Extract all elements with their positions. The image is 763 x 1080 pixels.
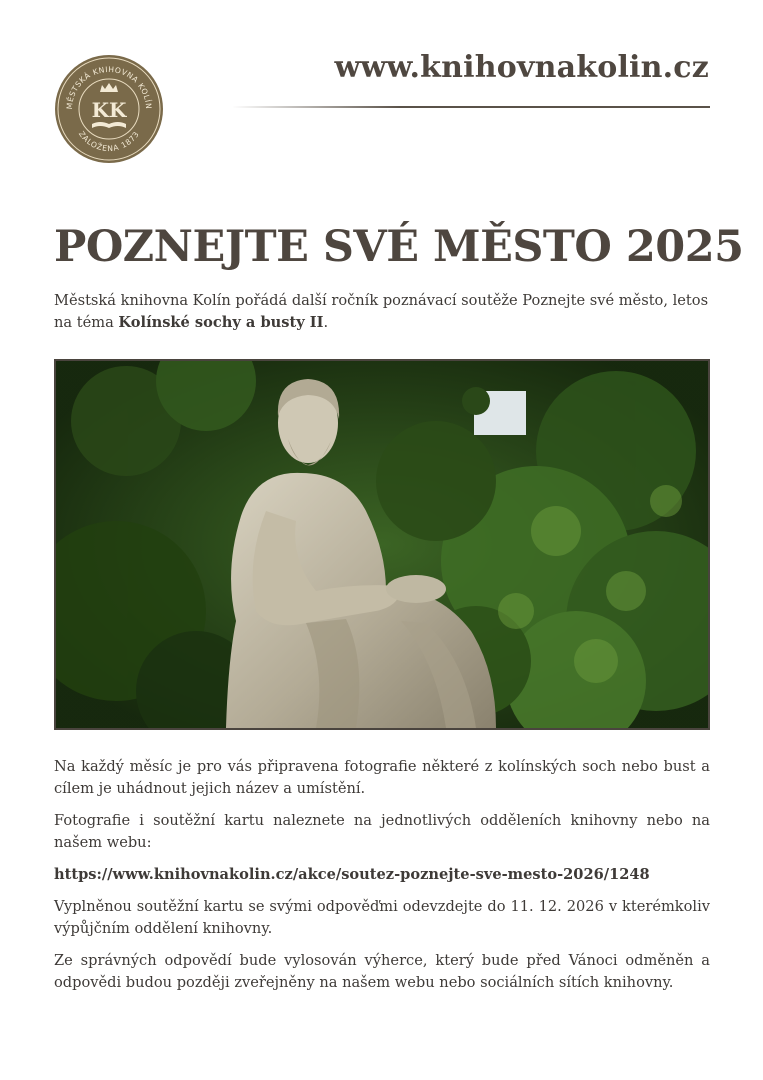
logo-ring-top: MĚSTSKÁ KNIHOVNA KOLÍN — [64, 64, 154, 110]
logo-ring-bottom: ZALOŽENA 1873 — [76, 129, 142, 154]
site-url-link[interactable]: www.knihovnakolin.cz — [334, 50, 709, 85]
library-seal-icon — [54, 54, 164, 164]
logo-monogram: KK — [91, 98, 127, 122]
statue-photo — [54, 359, 710, 730]
intro-paragraph — [54, 290, 710, 334]
paragraph-winner: Ze správných odpovědí bude vylosován výherce, který bude před Vánoci odměněn a odpovědi budou později zveřejněny na našem webu nebo sociálních sítích knihovny. — [54, 952, 710, 991]
statue-image — [56, 361, 708, 728]
header-divider — [232, 106, 710, 108]
intro-text: Městská knihovna Kolín pořádá další ročník poznávací soutěže Poznejte své město, letos na téma — [54, 292, 709, 331]
paragraph-deadline: Vyplněnou soutěžní kartu se svými odpověďmi odevzdejte do 11. 12. 2026 v kterémkoliv výpůjčním oddělení knihovny. — [54, 898, 710, 937]
page-title: POZNEJTE SVÉ MĚSTO 2025 — [54, 222, 744, 272]
intro-theme: Kolínské sochy a busty II — [118, 314, 324, 331]
library-logo[interactable] — [54, 54, 164, 164]
body-section — [54, 756, 710, 1004]
intro-end: . — [323, 314, 329, 331]
competition-url-link[interactable]: https://www.knihovnakolin.cz/akce/soutez-poznejte-sve-mesto-2026/1248 — [54, 866, 650, 883]
paragraph-where-to-find: Fotografie i soutěžní kartu naleznete na jednotlivých odděleních knihovny nebo na našem webu: — [54, 812, 710, 851]
paragraph-monthly-photo: Na každý měsíc je pro vás připravena fotografie některé z kolínských soch nebo bust a cílem je uhádnout jejich název a umístění. — [54, 758, 710, 797]
